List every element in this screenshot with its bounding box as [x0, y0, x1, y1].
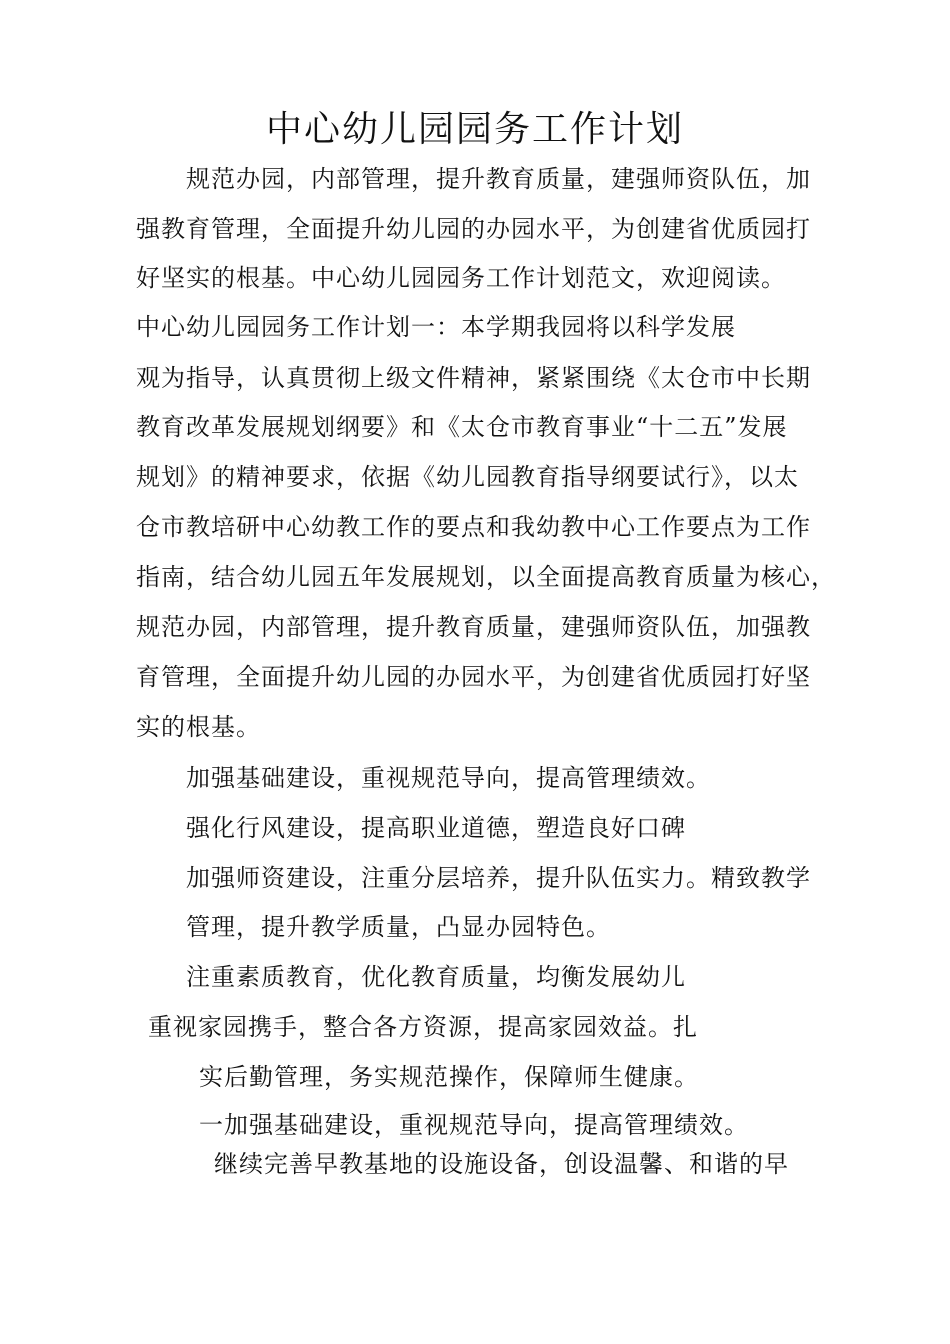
text-line-1: 规范办园，内部管理，提升教育质量，建强师资队伍，加: [186, 165, 811, 193]
text-line-4: 中心幼儿园园务工作计划一：本学期我园将以科学发展: [136, 313, 736, 341]
text-line-12: 实的根基。: [136, 713, 261, 741]
text-line-16: 管理，提升教学质量，凸显办园特色。: [186, 913, 611, 941]
text-line-2: 强教育管理，全面提升幼儿园的办园水平，为创建省优质园打: [136, 215, 811, 243]
text-line-13: 加强基础建设，重视规范导向，提高管理绩效。: [186, 764, 711, 792]
text-line-6: 教育改革发展规划纲要》和《太仓市教育事业“十二五”发展: [136, 413, 788, 441]
text-line-19: 实后勤管理，务实规范操作，保障师生健康。: [199, 1063, 699, 1091]
text-line-14: 强化行风建设，提高职业道德，塑造良好口碑: [186, 814, 686, 842]
text-line-20: 一加强基础建设，重视规范导向，提高管理绩效。: [199, 1111, 749, 1139]
text-line-7: 规划》的精神要求，依据《幼儿园教育指导纲要试行》，以太: [136, 463, 799, 491]
text-line-9: 指南，结合幼儿园五年发展规划，以全面提高教育质量为核心，: [136, 563, 836, 591]
document-title: 中心幼儿园园务工作计划: [265, 109, 684, 150]
text-line-11: 育管理，全面提升幼儿园的办园水平，为创建省优质园打好坚: [136, 663, 811, 691]
text-line-15: 加强师资建设，注重分层培养，提升队伍实力。精致教学: [186, 864, 811, 892]
text-line-8: 仓市教培研中心幼教工作的要点和我幼教中心工作要点为工作: [136, 513, 811, 541]
text-line-17: 注重素质教育，优化教育质量，均衡发展幼儿: [186, 963, 686, 991]
text-line-3: 好坚实的根基。中心幼儿园园务工作计划范文，欢迎阅读。: [136, 264, 786, 292]
text-line-5: 观为指导，认真贯彻上级文件精神，紧紧围绕《太仓市中长期: [136, 364, 811, 392]
text-line-21: 继续完善早教基地的设施设备，创设温馨、和谐的早: [214, 1150, 789, 1178]
text-line-18: 重视家园携手，整合各方资源，提高家园效益。扎: [148, 1013, 698, 1041]
text-line-10: 规范办园，内部管理，提升教育质量，建强师资队伍，加强教: [136, 613, 811, 641]
